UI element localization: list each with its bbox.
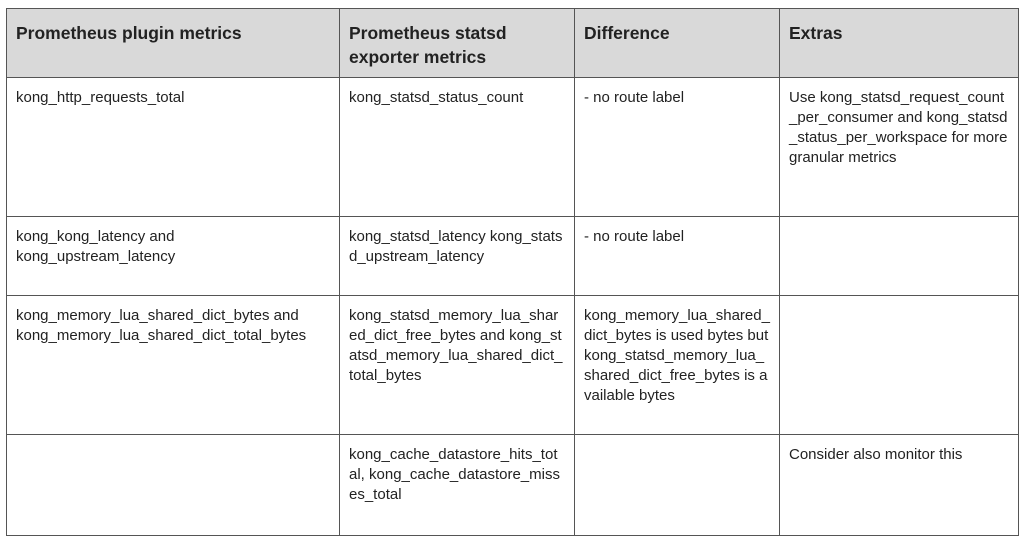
cell-plugin: kong_http_requests_total: [7, 78, 340, 217]
cell-extras: [780, 296, 1019, 435]
cell-difference: [575, 435, 780, 536]
cell-statsd: kong_cache_datastore_hits_total, kong_cache_datastore_misses_total: [340, 435, 575, 536]
header-difference: Difference: [575, 9, 780, 78]
cell-statsd: kong_statsd_status_count: [340, 78, 575, 217]
table-row: [7, 296, 1019, 435]
cell-plugin: [7, 435, 340, 536]
table-row: [7, 78, 1019, 217]
cell-difference: - no route label: [575, 217, 780, 296]
cell-difference: kong_memory_lua_shared_dict_bytes is used bytes but kong_statsd_memory_lua_shared_dict_free_bytes is available bytes: [575, 296, 780, 435]
cell-plugin: kong_kong_latency and kong_upstream_latency: [7, 217, 340, 296]
table-row: [7, 217, 1019, 296]
cell-extras: Use kong_statsd_request_count_per_consumer and kong_statsd_status_per_workspace for more granular metrics: [780, 78, 1019, 217]
header-plugin-metrics: Prometheus plugin metrics: [7, 9, 340, 78]
header-extras: Extras: [780, 9, 1019, 78]
cell-statsd: kong_statsd_latency kong_statsd_upstream_latency: [340, 217, 575, 296]
header-row: [7, 9, 1019, 78]
cell-difference: - no route label: [575, 78, 780, 217]
cell-statsd: kong_statsd_memory_lua_shared_dict_free_bytes and kong_statsd_memory_lua_shared_dict_total_bytes: [340, 296, 575, 435]
cell-plugin: kong_memory_lua_shared_dict_bytes and kong_memory_lua_shared_dict_total_bytes: [7, 296, 340, 435]
table-row: [7, 435, 1019, 536]
header-statsd-metrics: Prometheus statsd exporter metrics: [340, 9, 575, 78]
cell-extras: [780, 217, 1019, 296]
metrics-comparison-table: [6, 8, 1019, 536]
cell-extras: Consider also monitor this: [780, 435, 1019, 536]
